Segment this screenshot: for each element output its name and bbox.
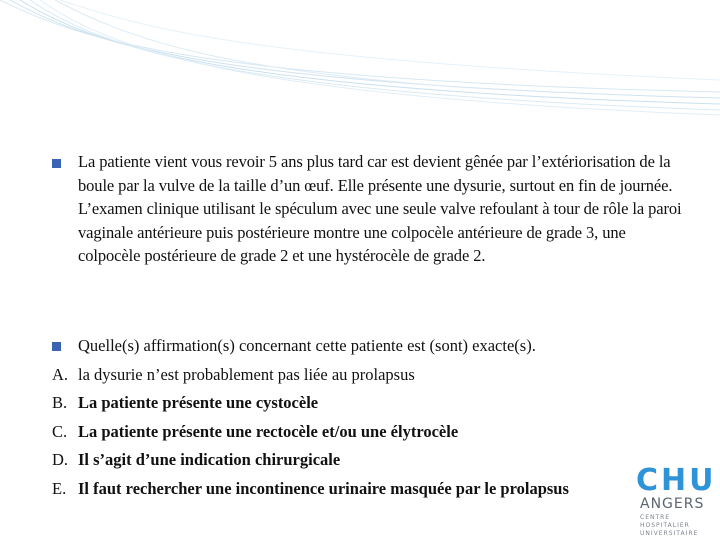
option-letter: B. — [52, 393, 68, 413]
option-letter: A. — [52, 364, 69, 384]
decorative-swoosh-lines — [0, 0, 720, 120]
logo-city-text: ANGERS — [640, 496, 705, 512]
logo-chu-text: CHU — [636, 463, 717, 498]
answer-option-b — [52, 389, 692, 418]
answer-option-d — [52, 446, 692, 475]
question-block — [52, 332, 692, 504]
option-letter: C. — [52, 421, 68, 441]
question-prompt: Quelle(s) affirmation(s) concernant cette patiente est (sont) exacte(s). — [78, 336, 536, 355]
option-letter: E. — [52, 478, 67, 498]
option-letter: D. — [52, 450, 69, 470]
case-paragraph-text: La patiente vient vous revoir 5 ans plus tard car est devient gênée par l’extériorisation de la boule par la vulve de la taille d’un œuf. Elle présente une dysurie, surtout en fin de journée. L’examen clinique utilisant le spéculum avec une seule valve refoulant à tour de rôle la paroi vaginale antérieure puis postérieure montre une colpocèle antérieure de grade 3, une colpocèle postérieure de grade 2 et une hystérocèle de grade 2. — [78, 152, 682, 266]
option-text: Il faut rechercher une incontinence urinaire masquée par le prolapsus — [78, 478, 569, 498]
option-text: la dysurie n’est probablement pas liée au prolapsus — [78, 364, 415, 384]
square-bullet-icon — [52, 342, 61, 351]
answer-option-e — [52, 475, 692, 504]
answer-option-c — [52, 418, 692, 447]
option-text: La patiente présente une rectocèle et/ou une élytrocèle — [78, 421, 459, 441]
square-bullet-icon — [52, 159, 61, 168]
chu-angers-logo — [632, 463, 717, 537]
option-text: La patiente présente une cystocèle — [78, 393, 319, 413]
question-prompt-row — [52, 332, 692, 361]
option-text: Il s’agit d’une indication chirurgicale — [78, 450, 341, 470]
answer-option-a — [52, 361, 692, 390]
case-paragraph — [52, 150, 692, 268]
logo-subtitle-text: CENTRE HOSPITALIER UNIVERSITAIRE — [640, 514, 699, 537]
